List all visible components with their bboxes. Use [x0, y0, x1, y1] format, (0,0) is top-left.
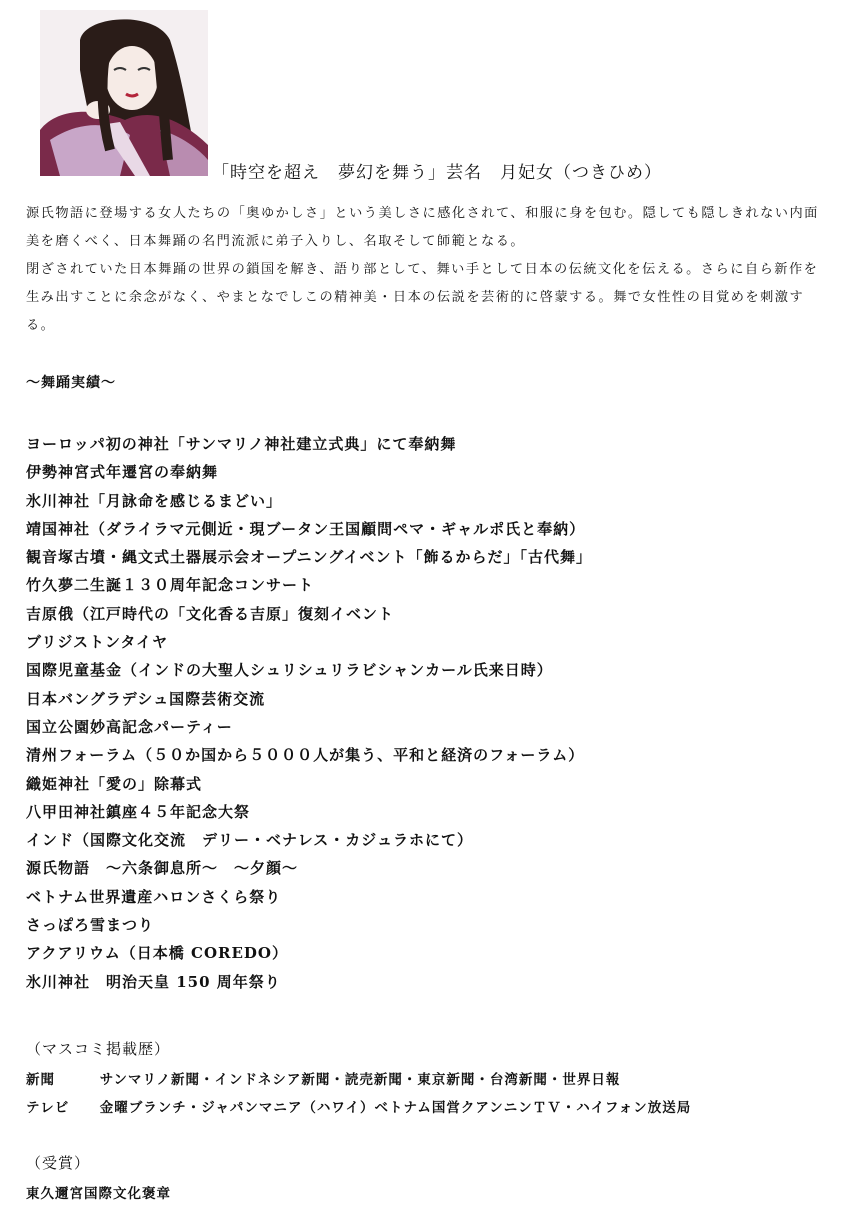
achievements-heading: ～舞踊実績～ [26, 375, 116, 391]
intro-paragraph: 閉ざされていた日本舞踊の世界の鎖国を解き、語り部として、舞い手として日本の伝統文化を伝える。さらに自ら新作を生み出すことに余念がなく、やまとなでしこの精神美・日本の伝説を芸術的に啓蒙する。舞で女性性の目覚めを刺激する。 [26, 262, 819, 333]
list-item: ブリジストンタイヤ [26, 633, 169, 652]
list-item: 靖国神社（ダライラマ元側近・現ブータン王国顧問ペマ・ギャルポ氏と奉納） [26, 519, 586, 538]
list-item: 国立公園妙高記念パーティー [26, 717, 233, 736]
list-item: インド（国際文化交流 デリー・ベナレス・カジュラホにて） [26, 831, 473, 850]
media-tv-row [26, 1096, 691, 1116]
list-item: 竹久夢二生誕１３０周年記念コンサート [26, 576, 315, 595]
tv-label: テレビ [26, 1100, 70, 1116]
media-newspaper-row [26, 1068, 620, 1088]
newspaper-label: 新聞 [26, 1072, 55, 1088]
achievements-list [26, 430, 592, 996]
media-heading: （マスコミ掲載歴） [26, 1040, 171, 1058]
portrait-illustration [40, 10, 208, 176]
page-title: 「時空を超え 夢幻を舞う」芸名 月妃女（つきひめ） [212, 163, 662, 183]
intro-paragraph: 源氏物語に登場する女人たちの「奥ゆかしさ」という美しさに感化されて、和服に身を包む。隠しても隠しきれない内面美を磨くべく、日本舞踊の名門流派に弟子入りし、名取そして師範となる。 [26, 206, 819, 249]
list-item: 吉原俄（江戸時代の「文化香る吉原」復刻イベント [26, 604, 395, 623]
award-item: 東久邇宮国際文化褒章 [26, 1186, 171, 1202]
list-item: 観音塚古墳・縄文式土器展示会オープニングイベント「飾るからだ」「古代舞」 [26, 548, 592, 567]
awards-heading: （受賞） [26, 1154, 91, 1172]
list-item: 源氏物語 ～六条御息所～ ～夕顔～ [26, 859, 299, 878]
profile-photo [40, 10, 208, 176]
list-item: 国際児童基金（インドの大聖人シュリシュリラビシャンカール氏来日時） [26, 661, 553, 680]
list-item: アクアリウム（日本橋 COREDO） [26, 944, 289, 963]
list-item: ヨーロッパ初の神社「サンマリノ神社建立式典」にて奉納舞 [26, 435, 457, 453]
list-item: 織姫神社「愛の」除幕式 [26, 774, 203, 793]
newspaper-value: サンマリノ新聞・インドネシア新聞・読売新聞・東京新聞・台湾新聞・世界日報 [99, 1072, 621, 1088]
list-item: 八甲田神社鎮座４５年記念大祭 [26, 802, 251, 821]
list-item: 日本バングラデシュ国際芸術交流 [26, 689, 266, 708]
list-item: ベトナム世界遺産ハロンさくら祭り [26, 887, 282, 906]
list-item: 伊勢神宮式年遷宮の奉納舞 [26, 463, 219, 482]
list-item: 氷川神社 明治天皇 150 周年祭り [26, 972, 281, 991]
intro-text [26, 200, 826, 340]
list-item: 清州フォーラム（５０か国から５０００人が集う、平和と経済のフォーラム） [26, 746, 585, 765]
list-item: さっぽろ雪まつり [26, 916, 155, 935]
tv-value: 金曜ブランチ・ジャパンマニア（ハワイ）ベトナム国営クアンニンＴＶ・ハイフォン放送局 [99, 1100, 692, 1116]
list-item: 氷川神社「月詠命を感じるまどい」 [26, 491, 283, 510]
